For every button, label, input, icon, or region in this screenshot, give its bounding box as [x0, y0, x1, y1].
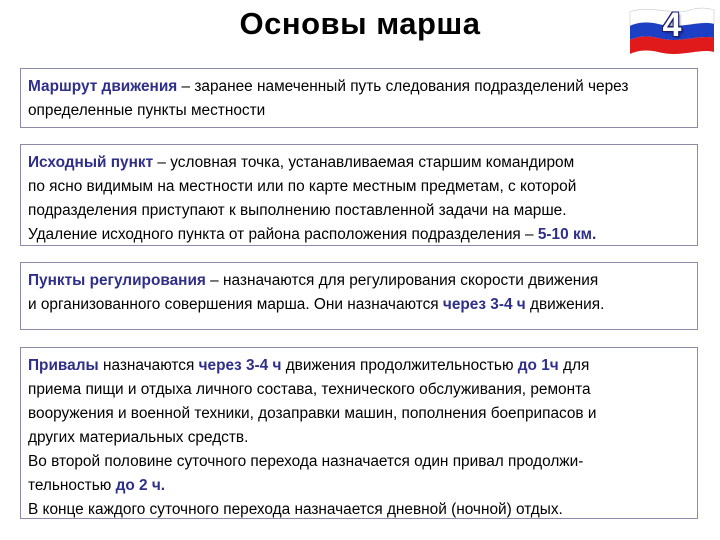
regulation-points-box — [20, 262, 698, 330]
regulation-term: Пункты регулирования — [28, 272, 206, 289]
regulation-line-1 — [28, 269, 691, 293]
halts-interval: через 3-4 ч — [198, 357, 282, 374]
halts-line-3: вооружения и военной техники, дозаправки машин, пополнения боеприпасов и — [28, 405, 597, 422]
halts-term: Привалы — [28, 357, 99, 374]
halts-long-duration: до 2 ч. — [115, 477, 166, 494]
regulation-text-2b: движения. — [525, 296, 605, 313]
halts-text-1c: для — [558, 357, 590, 374]
halts-line-5: Во второй половине суточного перехода назначается один привал продолжи- — [28, 453, 584, 470]
halts-text-6a: тельностью — [28, 477, 116, 494]
halts-text-1b: движения продолжительностью — [281, 357, 518, 374]
regulation-text-1: – назначаются для регулирования скорости движения — [205, 272, 599, 289]
start-point-text-4: Удаление исходного пункта от района расположения подразделения – — [28, 226, 538, 243]
route-term: Маршрут движения — [28, 78, 178, 95]
start-point-definition-box — [20, 144, 698, 246]
page-title: Основы марша — [239, 6, 481, 41]
route-text: – заранее намеченный путь следования подразделений через определенные пункты местности — [28, 78, 629, 119]
route-definition-box — [20, 68, 698, 128]
start-point-line-4 — [28, 223, 691, 247]
start-point-line-2: по ясно видимым на местности или по карте местным предметам, с которой — [28, 178, 577, 195]
start-point-distance: 5-10 км. — [537, 226, 597, 243]
start-point-text-1: – условная точка, устанавливаемая старшим командиром — [153, 154, 575, 171]
route-paragraph — [28, 75, 691, 123]
halts-text-1a: назначаются — [98, 357, 199, 374]
halts-duration: до 1ч — [517, 357, 559, 374]
regulation-text-2a: и организованного совершения марша. Они назначаются — [28, 296, 443, 313]
halts-line-7: В конце каждого суточного перехода назначается дневной (ночной) отдых. — [28, 501, 563, 518]
halts-line-4: других материальных средств. — [28, 429, 249, 446]
halts-line-2: приема пищи и отдыха личного состава, технического обслуживания, ремонта — [28, 381, 591, 398]
regulation-line-2 — [28, 293, 691, 317]
start-point-line-3: подразделения приступают к выполнению поставленной задачи на марше. — [28, 202, 567, 219]
start-point-term: Исходный пункт — [28, 154, 154, 171]
start-point-line-1 — [28, 151, 691, 175]
halts-box — [20, 347, 698, 519]
regulation-interval: через 3-4 ч — [442, 296, 526, 313]
slide-number: 4 — [662, 6, 682, 44]
halts-line-6 — [28, 474, 691, 498]
halts-line-1 — [28, 354, 691, 378]
